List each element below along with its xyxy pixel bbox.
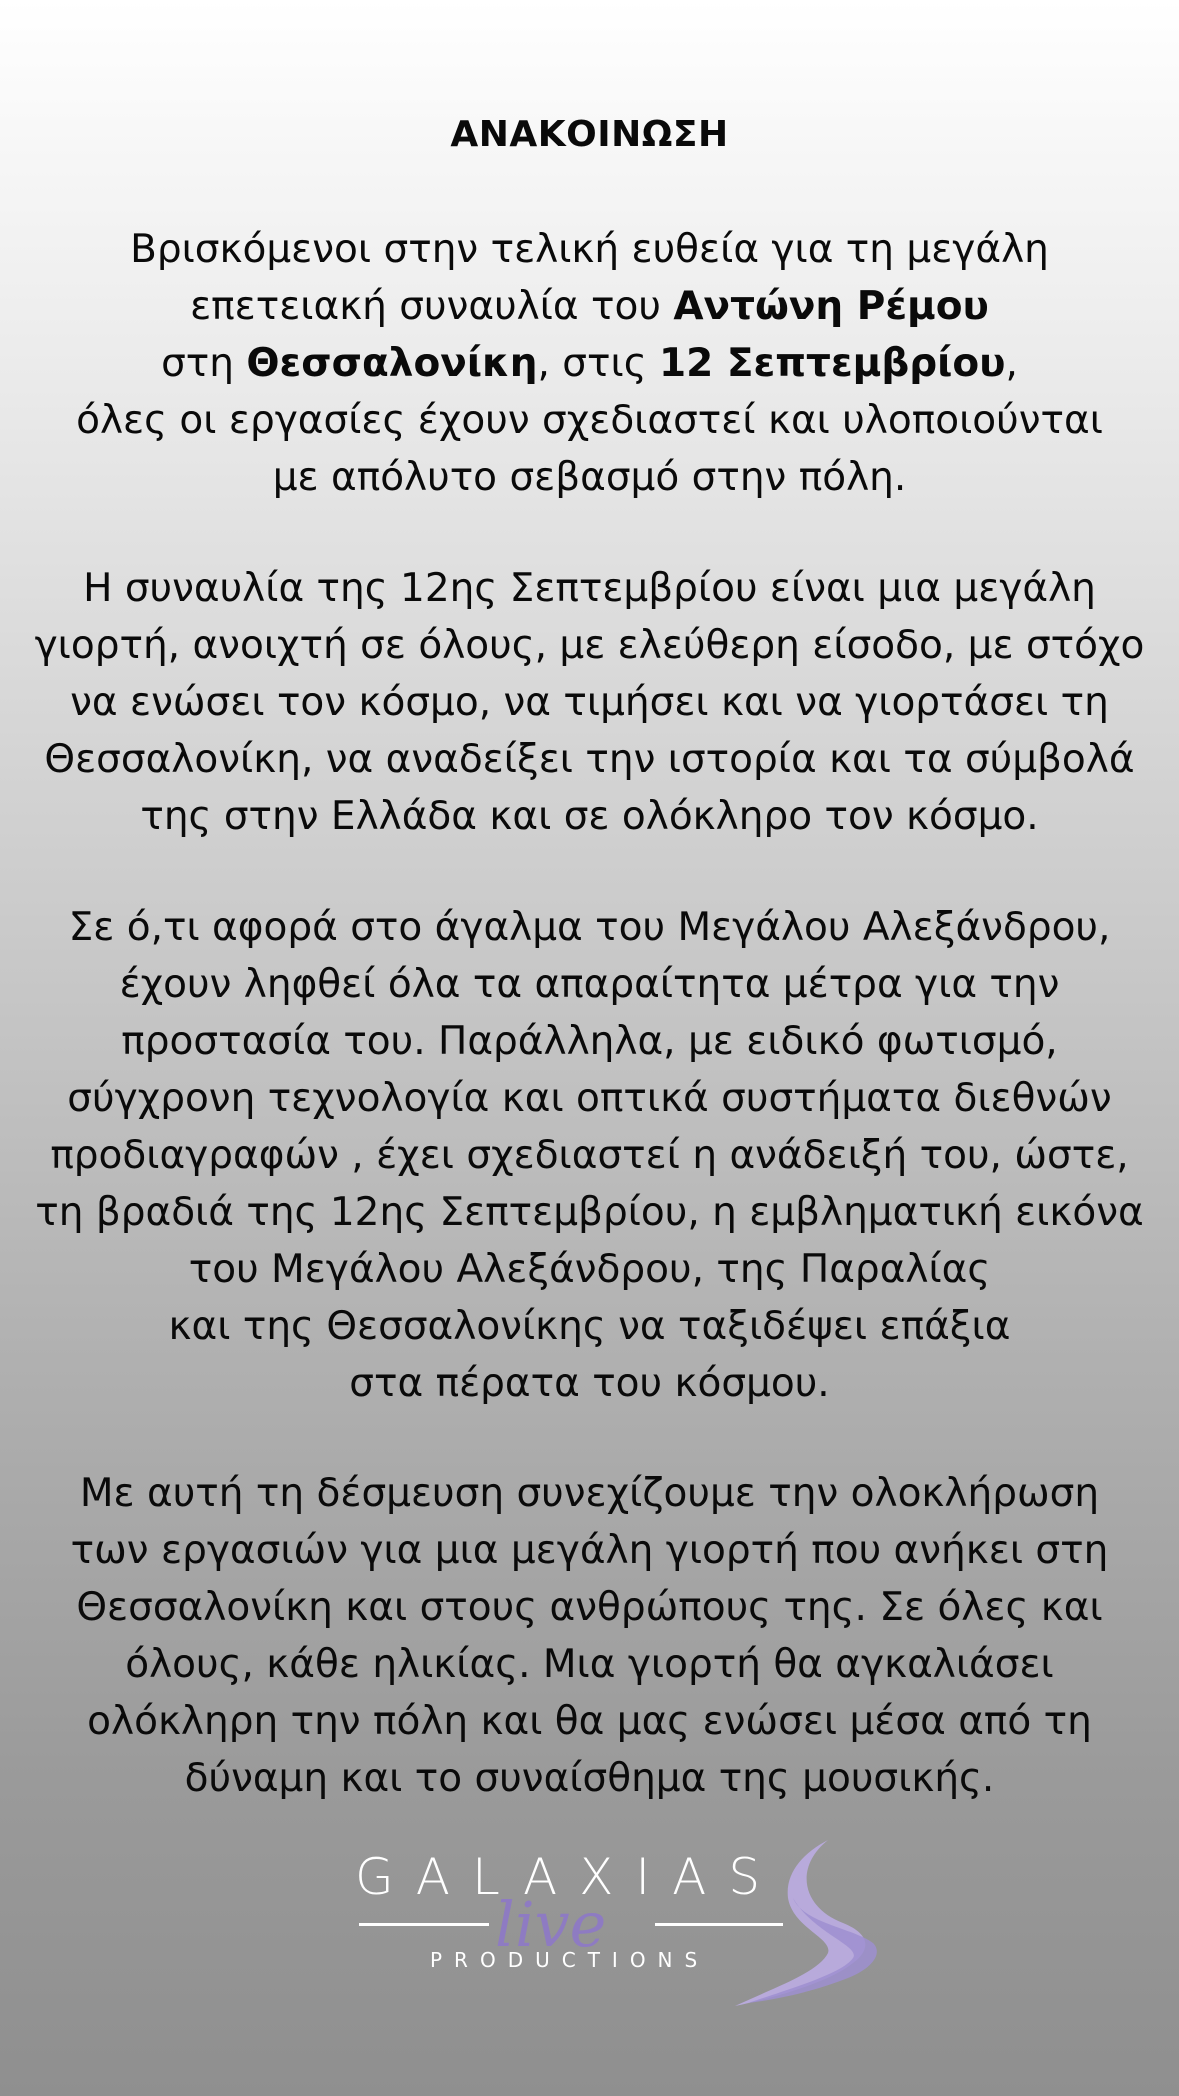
announcement-title: ΑΝΑΚΟΙΝΩΣΗ [450, 114, 729, 155]
paragraph-line: Θεσσαλονίκη και στους ανθρώπους της. Σε όλες και [76, 1585, 1103, 1630]
paragraph-line: δύναμη και το συναίσθημα της μουσικής. [184, 1756, 995, 1801]
paragraph-line: γιορτή, ανοιχτή σε όλους, με ελεύθερη είσοδο, με στόχο [34, 623, 1145, 668]
text-segment: επετειακή συναυλία του [190, 284, 674, 329]
paragraph-line [20, 278, 1159, 335]
paragraph-line: Η συναυλία της 12ης Σεπτεμβρίου είναι μια μεγάλη [83, 566, 1096, 611]
text-segment: με απόλυτο σεβασμό στην πόλη. [272, 455, 907, 500]
paragraph-line [20, 335, 1159, 392]
logo-swoosh-icon [733, 1838, 883, 2008]
paragraph-line: όλους, κάθε ηλικίας. Μια γιορτή θα αγκαλιάσει [125, 1642, 1054, 1687]
paragraph-line: προστασία του. Παράλληλα, με ειδικό φωτισμό, [121, 1019, 1058, 1064]
galaxias-live-productions-logo [355, 1838, 885, 2018]
text-segment: όλες οι εργασίες έχουν σχεδιαστεί και υλοποιούνται [76, 398, 1103, 443]
text-segment: , [1005, 341, 1018, 386]
logo-script-text: live [495, 1888, 607, 1961]
paragraph-line: έχουν ληφθεί όλα τα απαραίτητα μέτρα για την [119, 962, 1060, 1007]
paragraph-line: Με αυτή τη δέσμευση συνεχίζουμε την ολοκλήρωση [79, 1471, 1100, 1516]
text-segment: , στις [537, 341, 659, 386]
emphasized-text: Θεσσαλονίκη [246, 341, 538, 386]
paragraph-line: τη βραδιά της 12ης Σεπτεμβρίου, η εμβληματική εικόνα [35, 1190, 1144, 1235]
paragraph-line: ολόκληρη την πόλη και θα μας ενώσει μέσα από τη [87, 1699, 1092, 1744]
logo-divider-left [359, 1923, 489, 1926]
paragraph-line: σύγχρονη τεχνολογία και οπτικά συστήματα διεθνών [67, 1076, 1112, 1121]
paragraph-line: Σε ό,τι αφορά στο άγαλμα του Μεγάλου Αλεξάνδρου, [68, 905, 1111, 950]
paragraph-line [20, 392, 1159, 449]
emphasized-text: Αντώνη Ρέμου [673, 284, 989, 329]
paragraph-concert-celebration [20, 560, 1159, 845]
paragraph-statue-protection [20, 899, 1159, 1412]
paragraph-commitment [20, 1465, 1159, 1807]
paragraph-line: των εργασιών για μια μεγάλη γιορτή που ανήκει στη [70, 1528, 1109, 1573]
text-segment: στη [161, 341, 247, 386]
paragraph-line: Θεσσαλονίκη, να αναδείξει την ιστορία και τα σύμβολά [44, 737, 1135, 782]
paragraph-concert-preparation [20, 221, 1159, 506]
paragraph-line: της στην Ελλάδα και σε ολόκληρο τον κόσμο. [140, 794, 1039, 839]
emphasized-text: 12 Σεπτεμβρίου [659, 341, 1006, 386]
logo-subtitle-text: PRODUCTIONS [430, 1948, 710, 1972]
logo-brand-text: GALAXIAS [355, 1848, 783, 1906]
paragraph-line [20, 221, 1159, 278]
paragraph-line: προδιαγραφών , έχει σχεδιαστεί η ανάδειξή του, ώστε, [50, 1133, 1129, 1178]
paragraph-line: και της Θεσσαλονίκης να ταξιδέψει επάξια [168, 1304, 1011, 1349]
text-segment: Βρισκόμενοι στην τελική ευθεία για τη μεγάλη [130, 227, 1049, 272]
paragraph-line: στα πέρατα του κόσμου. [349, 1361, 830, 1406]
paragraph-line [20, 449, 1159, 506]
paragraph-line: να ενώσει τον κόσμο, να τιμήσει και να γιορτάσει τη [70, 680, 1109, 725]
paragraph-line: του Μεγάλου Αλεξάνδρου, της Παραλίας [188, 1247, 991, 1292]
